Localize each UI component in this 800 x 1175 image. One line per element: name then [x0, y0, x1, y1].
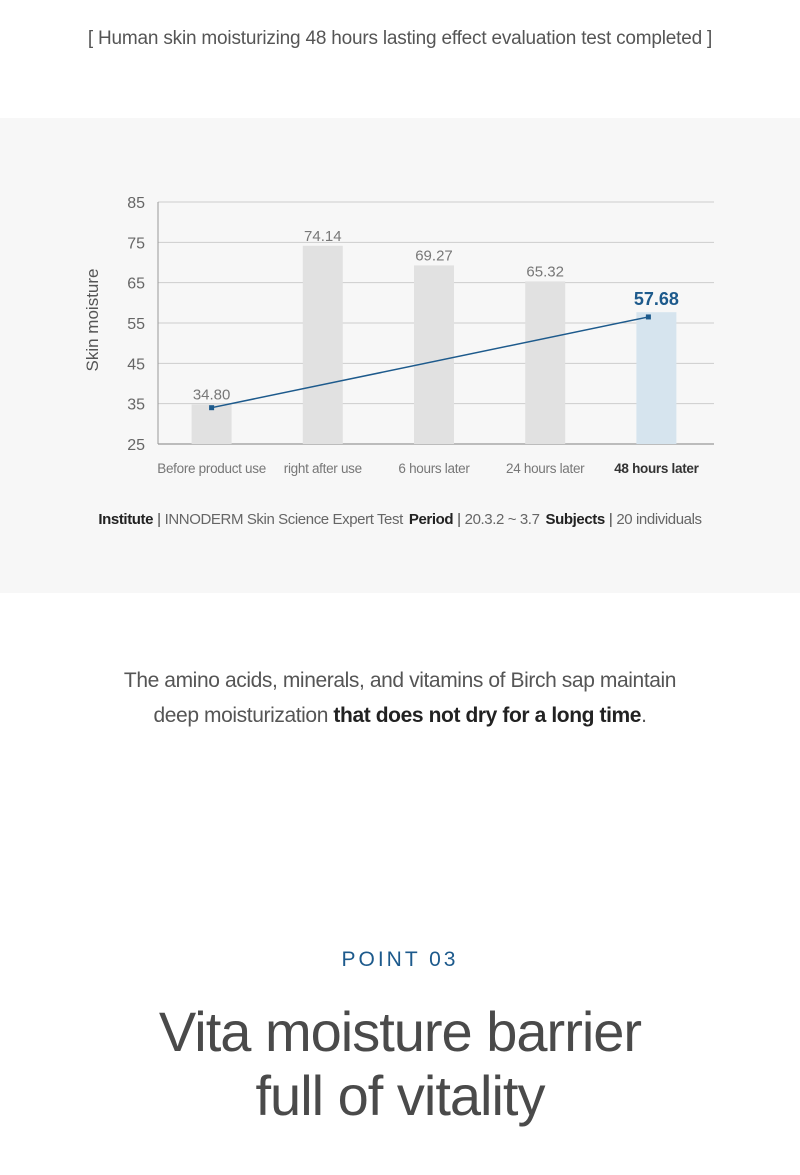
section-title-line-1: Vita moisture barrier — [158, 1000, 642, 1063]
y-tick-label: 75 — [127, 235, 145, 253]
trend-point-end — [646, 314, 651, 319]
description — [0, 663, 800, 733]
separator: | — [608, 511, 613, 528]
description-strong: that does not dry for a long time — [333, 704, 642, 727]
category-label: 48 hours later — [614, 461, 699, 476]
y-tick-label: 85 — [127, 195, 145, 212]
period-label: Period — [408, 511, 454, 528]
separator: | — [457, 511, 461, 528]
section-title — [0, 1000, 800, 1128]
bar — [636, 312, 676, 444]
value-label: 69.27 — [415, 247, 453, 265]
value-label: 57.68 — [633, 289, 679, 310]
bar — [414, 265, 454, 444]
category-label: right after use — [283, 461, 362, 476]
chart-panel — [0, 118, 800, 593]
y-tick-label: 65 — [127, 275, 145, 293]
bar — [192, 404, 232, 444]
description-normal: deep moisturization — [153, 704, 334, 727]
bar — [303, 246, 343, 444]
institute-label: Institute — [98, 511, 154, 528]
category-label: 6 hours later — [398, 461, 470, 476]
point-label: POINT 03 — [341, 948, 459, 971]
description-line-1: The amino acids, minerals, and vitamins of Birch sap maintain — [123, 669, 677, 692]
test-info — [0, 511, 800, 528]
headline: [ Human skin moisturizing 48 hours lasting effect evaluation test completed ] — [87, 28, 713, 49]
separator: | — [157, 511, 161, 528]
y-tick-label: 35 — [127, 396, 145, 414]
description-line-2 — [0, 698, 800, 733]
subjects-value: 20 individuals — [616, 511, 702, 528]
value-label: 34.80 — [192, 386, 231, 404]
trend-point-start — [209, 405, 214, 410]
y-tick-label: 25 — [127, 437, 145, 454]
category-label: Before product use — [157, 461, 266, 476]
section-title-line-2: full of vitality — [255, 1064, 545, 1127]
subjects-label: Subjects — [545, 511, 605, 528]
value-label: 65.32 — [526, 263, 564, 281]
description-end: . — [641, 704, 647, 727]
bar — [525, 281, 565, 444]
institute-value: INNODERM Skin Science Expert Test — [164, 511, 403, 528]
y-axis-title: Skin moisture — [83, 268, 102, 372]
value-label: 74.14 — [304, 227, 342, 245]
y-tick-label: 45 — [127, 356, 145, 374]
category-label: 24 hours later — [506, 461, 585, 476]
period-value: 20.3.2 ~ 3.7 — [464, 511, 540, 528]
y-tick-label: 55 — [127, 316, 145, 333]
moisture-bar-chart — [0, 118, 800, 498]
